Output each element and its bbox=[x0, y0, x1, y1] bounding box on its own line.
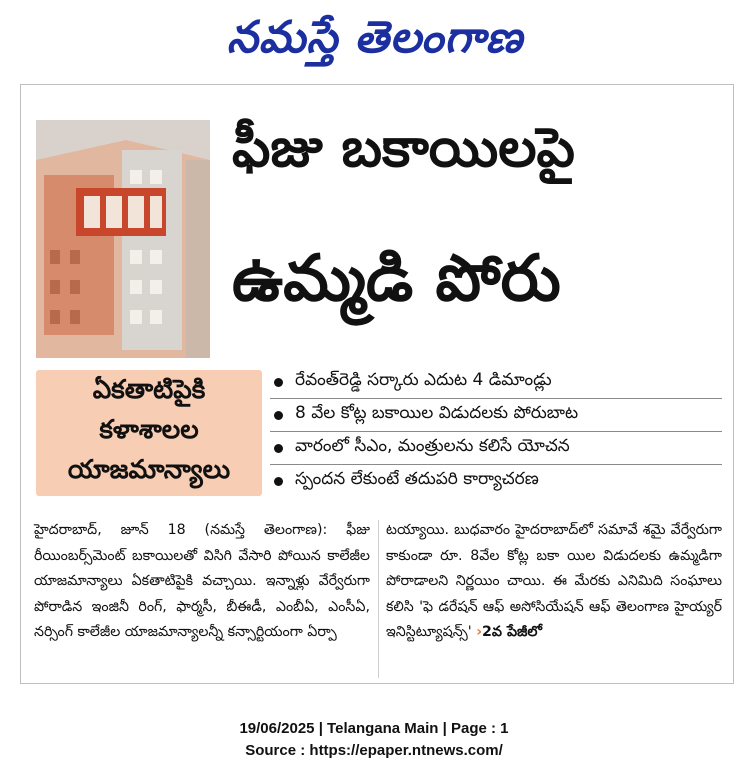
article-text-col-2 bbox=[386, 518, 722, 646]
building-photo bbox=[36, 120, 210, 358]
headline-line-1: ఫీజు బకాయిలపై bbox=[232, 116, 575, 179]
highlights-list bbox=[270, 366, 722, 497]
headline-line-2: ఉమ్మడి పోరు bbox=[232, 242, 561, 316]
footer-source[interactable]: Source : https://epaper.ntnews.com/ bbox=[245, 742, 503, 759]
highlight-text: రేవంత్‌రెడ్డి సర్కారు ఎదుట 4 డిమాండ్లు bbox=[295, 370, 552, 390]
masthead bbox=[0, 0, 748, 80]
continued-link[interactable] bbox=[476, 624, 542, 640]
bullet-icon bbox=[274, 378, 283, 387]
highlight-item bbox=[270, 399, 722, 432]
building-photo-image bbox=[36, 120, 210, 358]
highlight-item bbox=[270, 432, 722, 465]
article-column-2 bbox=[386, 518, 722, 646]
kicker-line-2: కళాశాలల bbox=[99, 415, 199, 445]
bullet-icon bbox=[274, 477, 283, 486]
kicker-box bbox=[36, 370, 262, 496]
article-text-col-1: హైదరాబాద్, జూన్ 18 (నమస్తే తెలంగాణ): ఫీజు రీయింబర్స్‌మెంట్ బకాయిలతో విసిగి వేసారి పోయిన కాలేజీల యాజమాన్యాలు ఏకతాటిపైకి వచ్చాయి. ఇన్నాళ్లు వేర్వేరుగా పోరాడిన ఇంజినీ రింగ్, ఫార్మసీ, బీఈడీ, ఎంబీఏ, ఎంసీఏ, నర్సింగ్ కాలేజీల యాజమాన్యాలన్నీ కన్సార్టియంగా ఏర్పా bbox=[34, 522, 370, 641]
newspaper-logo: నమస్తే తెలంగాణ bbox=[226, 12, 524, 63]
highlight-item bbox=[270, 366, 722, 399]
highlight-item bbox=[270, 465, 722, 497]
kicker-line-1: ఏకతాటిపైకి bbox=[92, 375, 206, 405]
column-divider bbox=[378, 520, 379, 678]
footer-edition-info: 19/06/2025 | Telangana Main | Page : 1 bbox=[239, 720, 509, 737]
chevron-right-icon: › bbox=[476, 624, 483, 641]
page-footer bbox=[0, 718, 748, 762]
highlight-text: స్పందన లేకుంటే తదుపరి కార్యాచరణ bbox=[295, 469, 539, 489]
highlight-text: వారంలో సీఎం, మంత్రులను కలిసే యోచన bbox=[295, 436, 570, 456]
bullet-icon bbox=[274, 411, 283, 420]
bullet-icon bbox=[274, 444, 283, 453]
continued-label: 2వ పేజీలో bbox=[482, 624, 543, 641]
highlight-text: 8 వేల కోట్ల బకాయిల విడుదలకు పోరుబాట bbox=[295, 403, 579, 423]
article-text-col-2-body: టయ్యాయి. బుధవారం హైదరాబాద్‌లో సమావే శమై వేర్వేరుగా కాకుండా రూ. 8వేల కోట్ల బకా యిల విడుదలకు ఉమ్మడిగా పోరాడాలని నిర్ణయిం చాయి. ఈ మేరకు ఎనిమిది సంఘాలు కలిసి 'ఫె డరేషన్ ఆఫ్ అసోసియేషన్ ఆఫ్ తెలంగాణ హైయ్యర్ ఇనిస్టిట్యూషన్స్' bbox=[386, 522, 722, 641]
article-column-1 bbox=[34, 518, 370, 646]
kicker-line-3: యాజమాన్యాలు bbox=[67, 455, 231, 485]
